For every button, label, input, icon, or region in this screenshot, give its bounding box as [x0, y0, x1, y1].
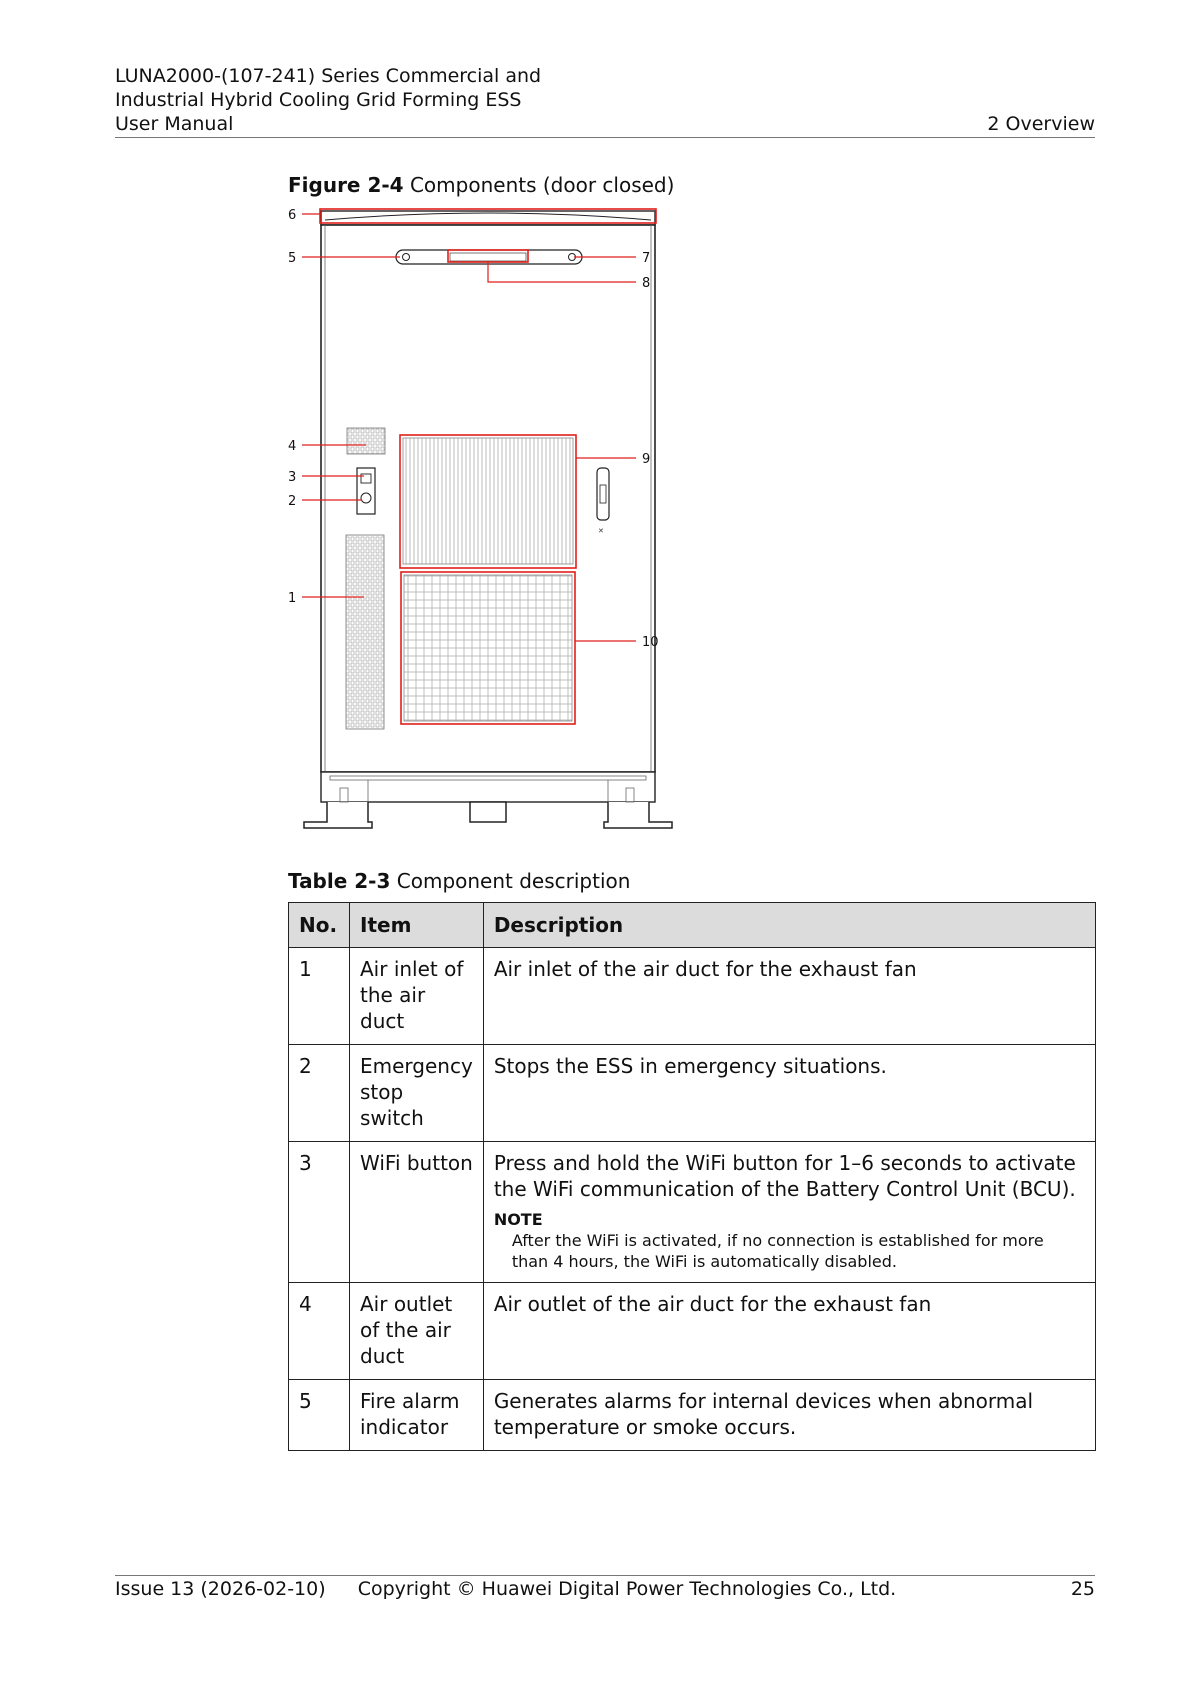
cell-no: 5 [289, 1380, 350, 1451]
callout-6: 6 [288, 208, 297, 223]
table-row [289, 1283, 1096, 1380]
table-label: Table 2-3 [288, 869, 391, 893]
table-header-row [289, 903, 1096, 948]
note-text: After the WiFi is activated, if no connection is established for more than 4 hours, the WiFi is automatically disabled. [511, 1231, 1044, 1271]
cell-item: Air inlet of the air duct [350, 948, 484, 1045]
cell-no: 2 [289, 1045, 350, 1142]
callout-4: 4 [288, 439, 297, 454]
svg-text:✕: ✕ [598, 527, 604, 535]
page-footer [115, 1577, 1095, 1601]
manual-title-line2: Industrial Hybrid Cooling Grid Forming ESS [115, 89, 522, 111]
lower-mesh-grille [404, 575, 572, 721]
manual-title-line1: LUNA2000-(107-241) Series Commercial and [115, 65, 542, 87]
section-name: 2 Overview [987, 113, 1095, 135]
header-divider [115, 137, 1095, 138]
table-row [289, 948, 1096, 1045]
cabinet-figure [280, 200, 700, 840]
header-description: Description [483, 903, 1095, 948]
manual-title-line3: User Manual [115, 113, 234, 135]
page-number: 25 [1070, 1578, 1095, 1600]
table-caption [288, 869, 630, 893]
figure-title: Components (door closed) [409, 173, 675, 197]
cell-description: Press and hold the WiFi button for 1–6 seconds to activate the WiFi communication of the Battery Control Unit (BCU). [493, 1151, 1076, 1201]
callout-1: 1 [288, 591, 297, 606]
cell-item: WiFi button [350, 1142, 484, 1283]
header-item: Item [350, 903, 484, 948]
table-row [289, 1142, 1096, 1283]
cell-item: Air outlet of the air duct [350, 1283, 484, 1380]
callout-7: 7 [642, 251, 651, 266]
callout-8: 8 [642, 276, 651, 291]
cell-no: 3 [289, 1142, 350, 1283]
callout-2: 2 [288, 494, 297, 509]
callout-10: 10 [642, 635, 659, 650]
figure-caption [288, 173, 674, 197]
callout-5: 5 [288, 251, 297, 266]
cabinet-drawing [280, 200, 700, 840]
figure-label: Figure 2-4 [288, 173, 404, 197]
cell-description: Generates alarms for internal devices when abnormal temperature or smoke occurs. [483, 1380, 1095, 1451]
footer-divider [115, 1575, 1095, 1576]
header-no: No. [289, 903, 350, 948]
table-row [289, 1045, 1096, 1142]
cell-no: 4 [289, 1283, 350, 1380]
cell-item: Fire alarm indicator [350, 1380, 484, 1451]
table-row [289, 1380, 1096, 1451]
issue-info: Issue 13 (2026-02-10) [115, 1578, 326, 1600]
cell-no: 1 [289, 948, 350, 1045]
copyright: Copyright © Huawei Digital Power Technologies Co., Ltd. [357, 1578, 897, 1600]
callout-3: 3 [288, 470, 297, 485]
table-title: Component description [396, 869, 631, 893]
page-header [115, 64, 1095, 136]
callout-9: 9 [642, 452, 651, 467]
cell-description: Stops the ESS in emergency situations. [483, 1045, 1095, 1142]
note-title: NOTE [493, 1210, 543, 1229]
component-table [288, 902, 1096, 1451]
cell-description-with-note [483, 1142, 1095, 1283]
cell-item: Emergency stop switch [350, 1045, 484, 1142]
cell-description: Air outlet of the air duct for the exhaust fan [483, 1283, 1095, 1380]
cell-description: Air inlet of the air duct for the exhaust fan [483, 948, 1095, 1045]
upper-grille [403, 438, 573, 564]
